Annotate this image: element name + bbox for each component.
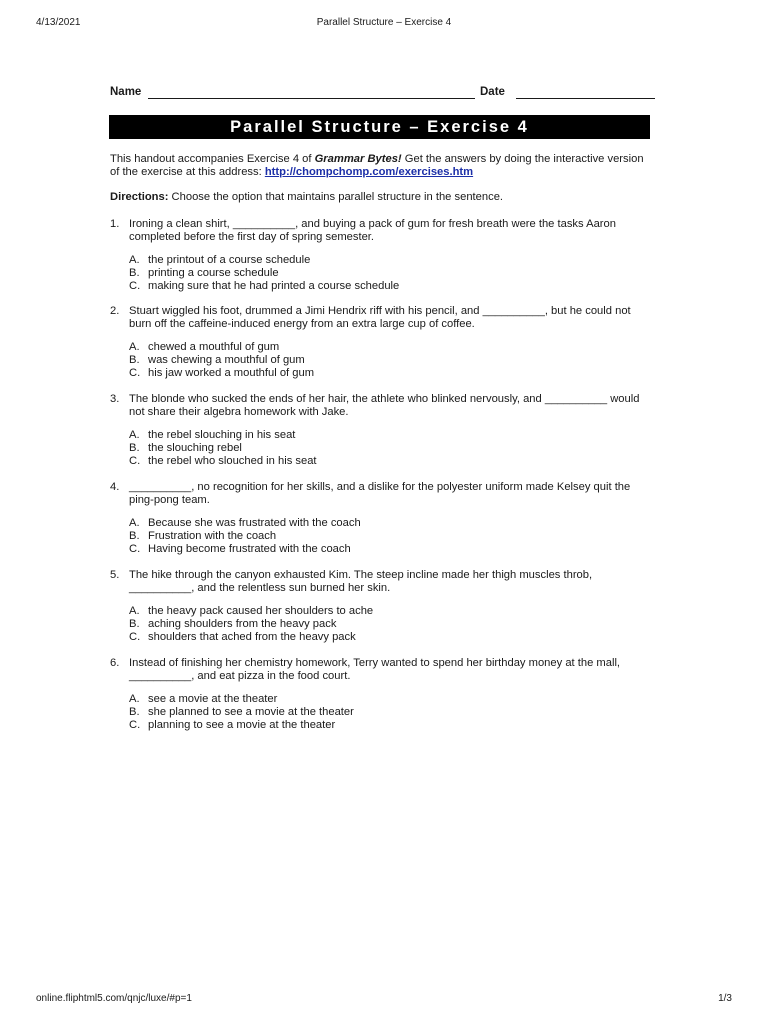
option-letter: B. [129,442,140,454]
option-letter: B. [129,706,140,718]
option-text: the printout of a course schedule [148,254,311,266]
answer-option [129,354,655,367]
option-letter: B. [129,530,140,542]
option-text: Frustration with the coach [148,530,277,542]
option-text: the rebel who slouched in his seat [148,455,317,467]
option-text: the rebel slouching in his seat [148,429,296,441]
option-text: Having become frustrated with the coach [148,543,351,555]
page-number: 1/3 [718,993,732,1004]
option-text: Because she was frustrated with the coach [148,517,361,529]
option-text: was chewing a mouthful of gum [148,354,305,366]
option-text: planning to see a movie at the theater [148,719,336,731]
question-text: The hike through the canyon exhausted Kim. The steep incline made her thigh muscles throb, __________, and the relentless sun burned her skin. [129,569,593,594]
date-blank-line [516,98,655,99]
option-letter: A. [129,254,140,266]
answer-option [129,543,655,556]
directions [110,191,655,204]
option-text: the heavy pack caused her shoulders to ache [148,605,374,617]
intro-paragraph [110,153,655,179]
answer-options [129,605,655,644]
option-letter: B. [129,618,140,630]
answer-option [129,719,655,732]
question-number: 3. [110,393,120,405]
option-text: the slouching rebel [148,442,242,454]
option-letter: A. [129,605,140,617]
question-3 [110,393,655,468]
question-number: 1. [110,218,120,230]
print-url: online.fliphtml5.com/qnjc/luxe/#p=1 [36,993,192,1004]
option-letter: B. [129,267,140,279]
option-letter: A. [129,341,140,353]
question-4 [110,481,655,556]
worksheet-title: Parallel Structure – Exercise 4 [109,115,650,139]
answer-options [129,341,655,380]
option-text: she planned to see a movie at the theater [148,706,354,718]
answer-option [129,267,655,280]
answer-option [129,706,655,719]
option-text: aching shoulders from the heavy pack [148,618,337,630]
question-2 [110,305,655,380]
answer-option [129,429,655,442]
answer-option [129,631,655,644]
answer-option [129,280,655,293]
name-date-row [110,84,655,102]
question-6 [110,657,655,732]
question-number: 2. [110,305,120,317]
book-title: Grammar Bytes! [314,153,402,165]
question-text: Ironing a clean shirt, __________, and buying a pack of gum for fresh breath were the tasks Aaron completed before the first day of spring semester. [129,218,616,243]
answer-option [129,442,655,455]
option-letter: C. [129,455,141,467]
answer-options [129,429,655,468]
answer-option [129,254,655,267]
answer-options [129,517,655,556]
option-text: see a movie at the theater [148,693,278,705]
worksheet [110,84,655,732]
question-number: 6. [110,657,120,669]
intro-text-2: Get the answers by doing the interactive version of the exercise at this address: [110,153,644,178]
question-text: Instead of finishing her chemistry homework, Terry wanted to spend her birthday money at the mall, __________, and eat pizza in the food court. [129,657,621,682]
option-letter: C. [129,631,141,643]
question-5 [110,569,655,644]
answer-option [129,693,655,706]
print-title: Parallel Structure – Exercise 4 [316,17,452,28]
print-footer [0,993,768,1007]
question-number: 4. [110,481,120,493]
option-text: chewed a mouthful of gum [148,341,280,353]
option-text: making sure that he had printed a course schedule [148,280,400,292]
question-text: __________, no recognition for her skills, and a dislike for the polyester uniform made Kelsey quit the ping-pong team. [129,481,631,506]
directions-text: Choose the option that maintains parallel structure in the sentence. [168,191,504,203]
question-1 [110,218,655,293]
answer-options [129,693,655,732]
intro-text-1: This handout accompanies Exercise 4 of [110,153,315,165]
answer-option [129,530,655,543]
answer-option [129,455,655,468]
option-letter: A. [129,517,140,529]
directions-label: Directions: [110,191,169,203]
option-letter: C. [129,367,141,379]
question-text: The blonde who sucked the ends of her hair, the athlete who blinked nervously, and __________ would not share their algebra homework with Jake. [129,393,640,418]
answer-option [129,341,655,354]
answer-option [129,618,655,631]
option-letter: C. [129,280,141,292]
option-text: shoulders that ached from the heavy pack [148,631,356,643]
exercise-link[interactable]: http://chompchomp.com/exercises.htm [264,166,474,178]
date-label: Date [480,86,505,98]
option-letter: C. [129,543,141,555]
print-header [0,17,768,31]
option-letter: B. [129,354,140,366]
question-number: 5. [110,569,120,581]
answer-options [129,254,655,293]
question-text: Stuart wiggled his foot, drummed a Jimi Hendrix riff with his pencil, and __________, but he could not burn off the caffeine-induced energy from an extra large cup of coffee. [129,305,631,330]
name-blank-line [148,98,475,99]
answer-option [129,605,655,618]
print-date: 4/13/2021 [36,17,81,28]
option-letter: A. [129,429,140,441]
answer-option [129,517,655,530]
option-text: printing a course schedule [148,267,279,279]
option-text: his jaw worked a mouthful of gum [148,367,315,379]
question-list [110,218,655,732]
option-letter: A. [129,693,140,705]
option-letter: C. [129,719,141,731]
answer-option [129,367,655,380]
name-label: Name [110,86,142,98]
